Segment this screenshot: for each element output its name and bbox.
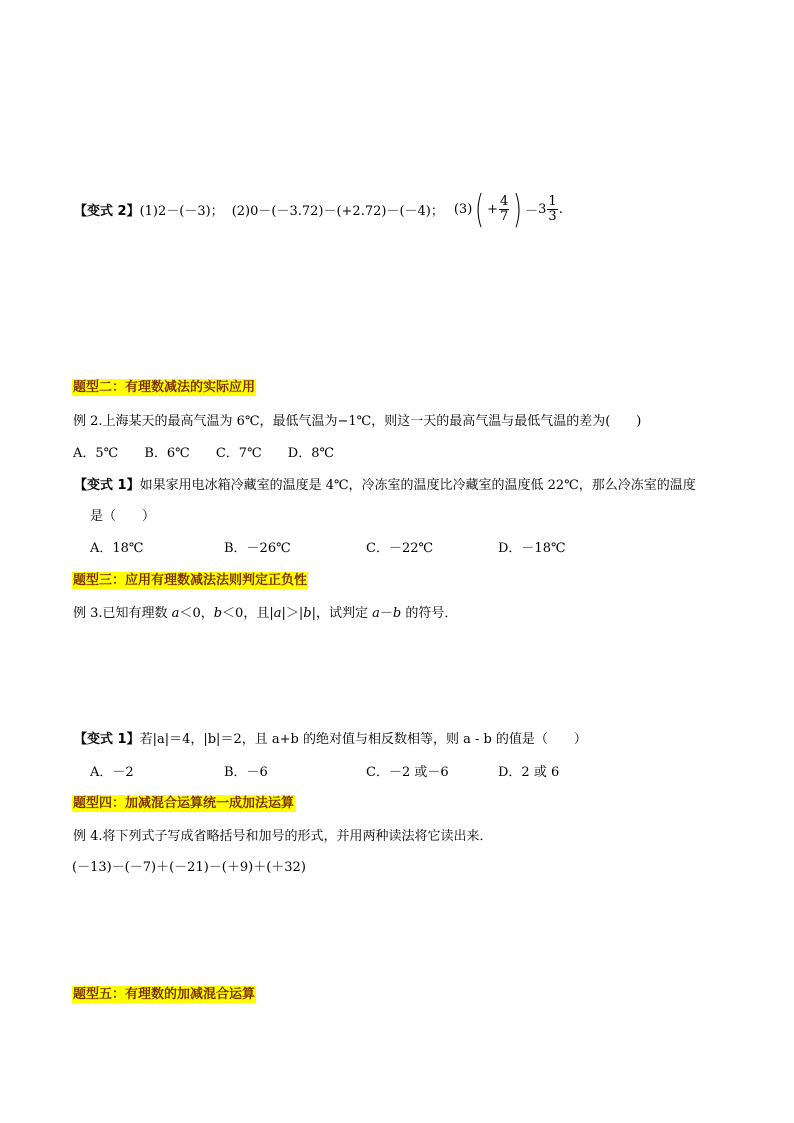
variant2-part2: (2)0－(－3.72)－(+2.72)－(－4)； bbox=[231, 203, 444, 219]
variant2-minus: － bbox=[525, 203, 539, 219]
type2-heading: 题型二：有理数减法的实际应用 bbox=[73, 380, 256, 395]
option-b: B．－6 bbox=[224, 765, 268, 780]
type4-heading: 题型四：加减混合运算统一成加法运算 bbox=[73, 796, 295, 811]
type5-heading-wrap bbox=[72, 983, 256, 1002]
option-a: A．18℃ bbox=[90, 541, 144, 556]
variant1-tag: 【变式 1】 bbox=[74, 732, 140, 747]
option-d: D．2 或 6 bbox=[498, 765, 560, 780]
variant2-part1: (1)2－(－3)； bbox=[139, 203, 224, 219]
variant1-question bbox=[74, 474, 696, 493]
type3-variant-question bbox=[74, 728, 587, 747]
example3-lt0: ＜0， bbox=[179, 606, 214, 621]
variant1-text-cont: 是（ ） bbox=[90, 509, 156, 524]
type3-heading-wrap bbox=[72, 569, 308, 588]
example3-lt0-and: ＜0，且| bbox=[222, 606, 274, 621]
fraction-numerator: 1 bbox=[548, 193, 557, 209]
example4-text: 例 4.将下列式子写成省略括号和加号的形式，并用两种读法将它读出来． bbox=[73, 829, 493, 844]
fraction-numerator: 4 bbox=[500, 193, 509, 209]
type3-heading: 题型三：应用有理数减法法则判定正负性 bbox=[73, 573, 308, 588]
fraction-denominator: 7 bbox=[500, 208, 509, 224]
option-a: A．5℃ bbox=[73, 446, 119, 461]
example3-text bbox=[73, 602, 457, 621]
option-c: C．－22℃ bbox=[366, 541, 434, 556]
example3-gt: |＞| bbox=[281, 606, 304, 621]
var-b: b bbox=[392, 606, 402, 621]
example4-expression: (－13)－(－7)＋(－21)－(＋9)＋(＋32) bbox=[72, 860, 306, 875]
option-a: A．－2 bbox=[90, 765, 134, 780]
option-d: D．－18℃ bbox=[498, 541, 566, 556]
type2-heading-wrap bbox=[72, 376, 256, 395]
var-a: a bbox=[273, 606, 282, 621]
right-paren: ) bbox=[513, 187, 523, 231]
option-c: C．－2 或－6 bbox=[366, 765, 449, 780]
example3-prefix: 例 3.已知有理数 bbox=[73, 606, 172, 621]
mixed-whole: 3 bbox=[538, 201, 547, 217]
variant2-part3-prefix: (3) bbox=[453, 201, 473, 217]
variant2-tag: 【变式 2】 bbox=[74, 203, 140, 219]
fraction-denominator: 3 bbox=[548, 208, 557, 224]
type5-heading: 题型五：有理数的加减混合运算 bbox=[73, 987, 256, 1002]
variant1-text: 若|a|＝4，|b|＝2，且 a+b 的绝对值与相反数相等，则 a - b 的值是（ ） bbox=[139, 732, 587, 747]
var-b: b bbox=[303, 606, 312, 621]
fraction-1-3 bbox=[547, 195, 557, 224]
example3-end: 的符号． bbox=[401, 606, 458, 621]
minus-sign: － bbox=[379, 606, 393, 621]
variant2-end: . bbox=[558, 201, 563, 217]
variant1-text: 如果家用电冰箱冷藏室的温度是 4℃，冷冻室的温度比冷藏室的温度低 22℃，那么冷冻室的温度 bbox=[139, 478, 696, 493]
var-a: a bbox=[372, 606, 380, 621]
type4-heading-wrap bbox=[72, 792, 295, 811]
example3-tail: |，试判定 bbox=[311, 606, 373, 621]
option-b: B．6℃ bbox=[144, 446, 190, 461]
option-b: B．－26℃ bbox=[224, 541, 291, 556]
variant2-sign: + bbox=[487, 201, 499, 217]
left-paren: ( bbox=[475, 187, 485, 231]
option-c: C．7℃ bbox=[215, 446, 262, 461]
mixed-number bbox=[538, 195, 559, 224]
example2-text: 例 2.上海某天的最高气温为 6℃，最低气温为−1℃，则这一天的最高气温与最低气温的差为( ) bbox=[73, 414, 642, 429]
variant1-tag: 【变式 1】 bbox=[74, 478, 140, 493]
variant2-line bbox=[74, 188, 563, 230]
var-a: a bbox=[171, 606, 180, 621]
example2-options bbox=[73, 442, 334, 461]
option-d: D．8℃ bbox=[287, 446, 335, 461]
var-b: b bbox=[213, 606, 223, 621]
fraction-4-7 bbox=[499, 195, 509, 224]
